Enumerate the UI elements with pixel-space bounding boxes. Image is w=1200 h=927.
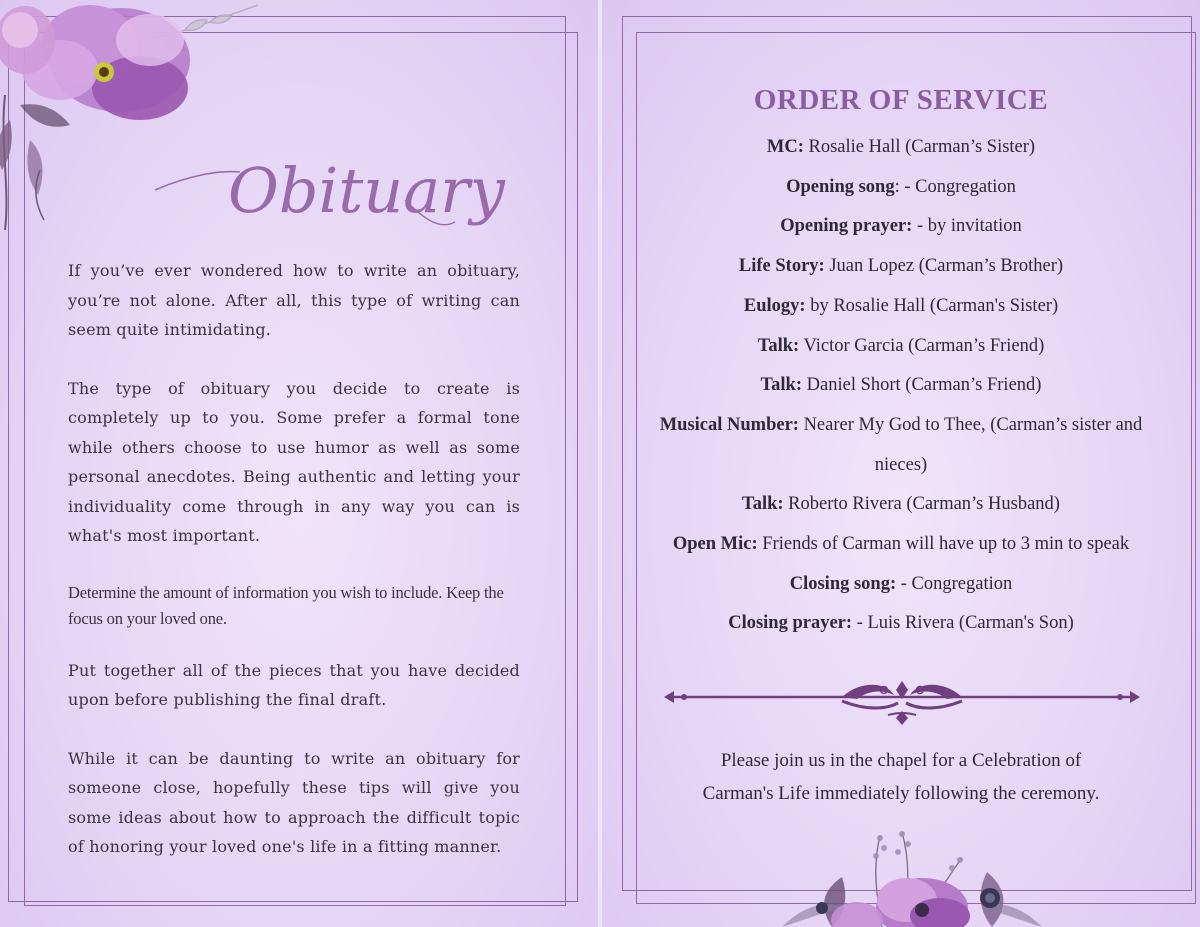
service-item-label: Musical Number: [659,414,799,435]
obituary-paragraph: The type of obituary you decide to create is completely up to you. Some prefer a formal tone while others choose to use humor as well as some personal anecdotes. Being authentic and letting your individuality come through in any way you can is what's most important. [68,378,520,545]
service-item-opening-prayer [632,207,1170,247]
obituary-paragraph: While it can be daunting to write an obituary for someone close, hopefully these tips will give you some ideas about how to approach the difficult topic of honoring your loved one's life in a fitting manner. [68,748,520,856]
service-item-label: Opening prayer: [780,216,913,237]
service-item-text: Nearer My God to Thee, (Carman’s sister and nieces) [798,414,1143,475]
obituary-paragraph: Put together all of the pieces that you have decided upon before publishing the final draft. [68,660,520,709]
service-item-closing-prayer [632,604,1170,644]
obituary-title-text: Obituary [228,154,505,227]
closing-note-line: Please join us in the chapel for a Celebration of [720,750,1082,771]
service-item-talk [632,327,1170,367]
service-item-label: Eulogy: [743,295,806,316]
order-of-service-page [602,0,1200,927]
ornament-divider-icon [662,675,1142,735]
service-item-text: Daniel Short (Carman’s Friend) [802,375,1042,396]
service-item-text: Friends of Carman will have up to 3 min to speak [757,534,1130,555]
obituary-paragraph: If you’ve ever wondered how to write an obituary, you’re not alone. After all, this type of writing can seem quite intimidating. [68,261,520,339]
obituary-page [0,0,598,927]
service-item-open-mic [632,525,1170,565]
service-item-text: Roberto Rivera (Carman’s Husband) [783,494,1060,515]
service-item-text: Juan Lopez (Carman’s Brother) [824,256,1064,277]
service-item-opening-song [632,168,1170,208]
service-item-label: Closing prayer: [728,613,853,634]
obituary-paragraph: Determine the amount of information you wish to include. Keep the focus on your loved one. [68,582,504,628]
service-item-text: : - Congregation [894,176,1016,197]
service-item-text: Rosalie Hall (Carman’s Sister) [803,137,1036,157]
service-item-eulogy [632,287,1170,327]
service-item-label: MC: [766,137,804,157]
service-item-musical-number [632,406,1170,485]
service-item-life-story [632,247,1170,287]
service-item-talk [632,485,1170,525]
service-item-label: Talk: [757,335,800,356]
obituary-script-title-icon [150,130,505,240]
order-of-service-title: ORDER OF SERVICE [753,84,1049,116]
closing-note-line: Carman's Life immediately following the ceremony. [702,783,1100,804]
service-item-closing-song [632,565,1170,605]
service-item-text: Victor Garcia (Carman’s Friend) [799,335,1045,356]
service-item-mc [632,128,1170,168]
service-item-label: Life Story: [738,256,825,277]
flower-bouquet-icon [762,828,1062,927]
service-item-text: - Congregation [896,573,1013,594]
service-program-list [632,128,1170,644]
service-item-label: Open Mic: [672,534,758,555]
closing-note [642,744,1160,810]
service-item-text: - by invitation [912,216,1022,237]
service-item-label: Closing song: [789,573,897,594]
service-item-label: Opening song [786,176,895,197]
obituary-body [68,256,520,891]
service-item-text: - Luis Rivera (Carman's Son) [852,613,1074,634]
service-item-label: Talk: [742,494,784,515]
obituary-title [150,130,505,240]
service-item-talk [632,366,1170,406]
service-item-text: by Rosalie Hall (Carman's Sister) [805,295,1059,316]
service-item-label: Talk: [760,375,803,396]
